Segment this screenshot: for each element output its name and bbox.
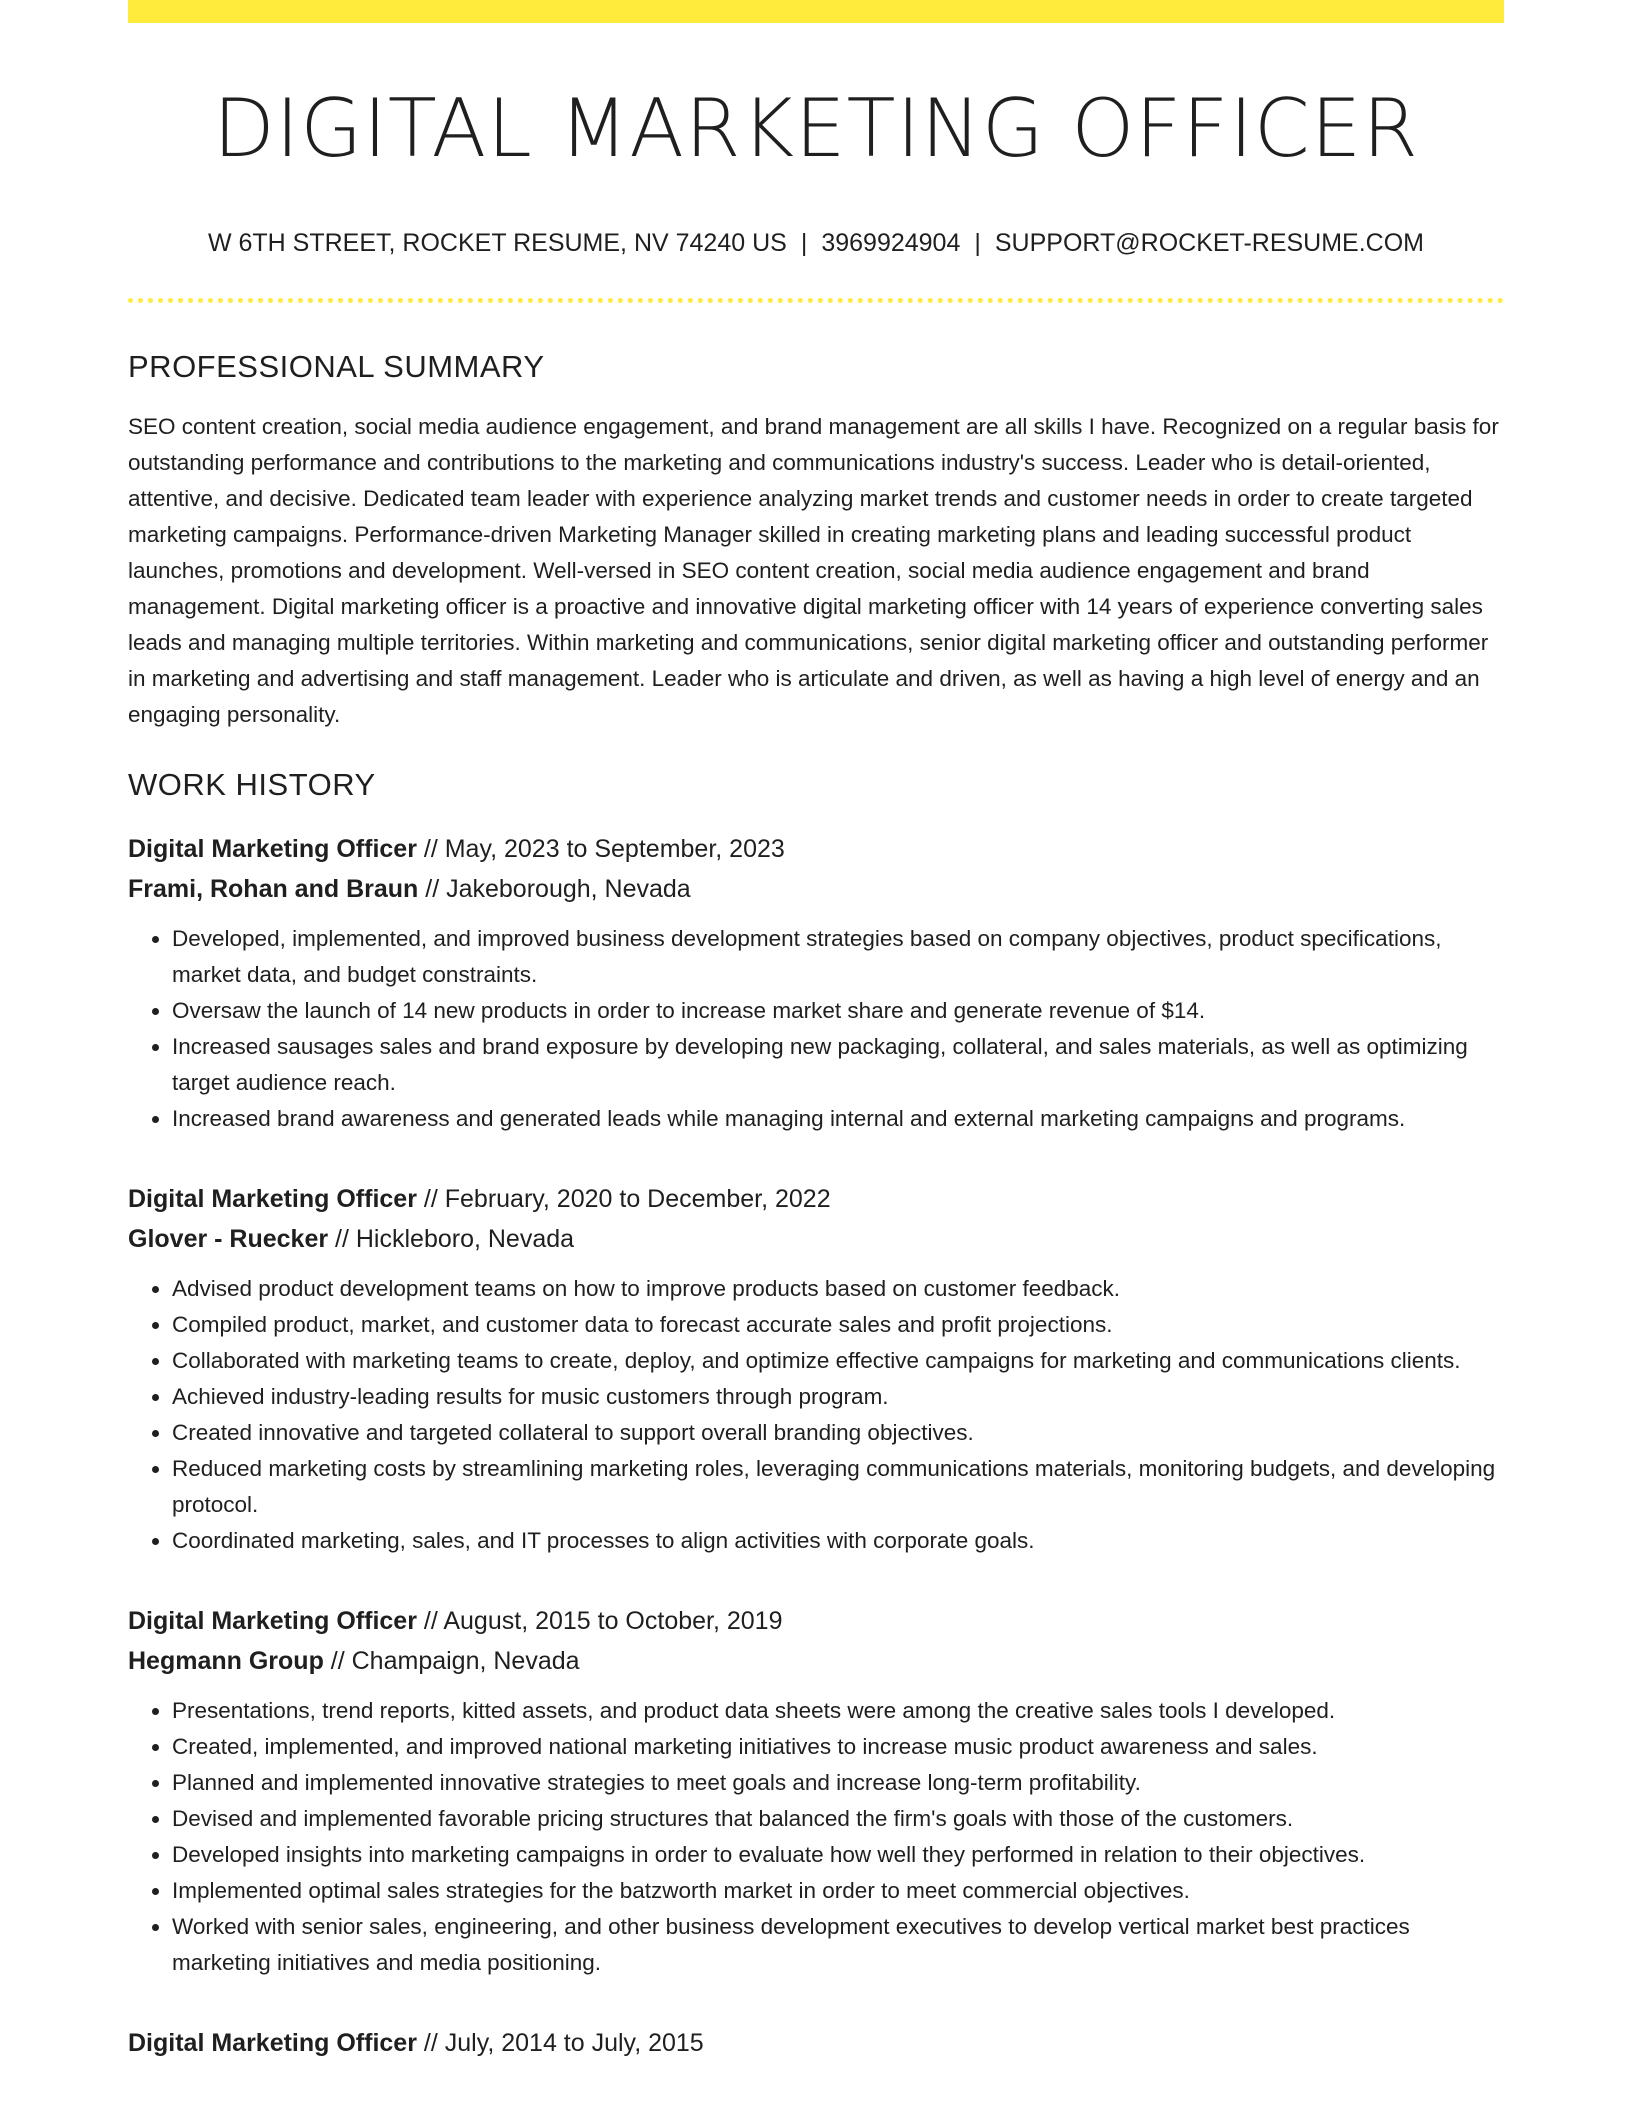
- job-entry: [128, 1179, 1504, 1559]
- job-role-line: [128, 1601, 1504, 1641]
- job-bullet: • Developed, implemented, and improved business development strategies based on company objectives, product specifications, market data, and budget constraints.: [172, 921, 1504, 993]
- job-entry: [128, 829, 1504, 1137]
- contact-email: SUPPORT@ROCKET-RESUME.COM: [994, 229, 1425, 257]
- job-company-line: [128, 869, 1504, 909]
- job-bullet: • Compiled product, market, and customer data to forecast accurate sales and profit projections.: [172, 1307, 1504, 1343]
- resume-page: [128, 0, 1504, 2063]
- job-dates: // February, 2020 to December, 2022: [416, 1184, 831, 1213]
- job-role-line: [128, 1179, 1504, 1219]
- contact-separator: |: [800, 229, 808, 257]
- resume-name: DIGITAL MARKETING OFFICER: [213, 82, 1419, 175]
- job-bullet: • Worked with senior sales, engineering, and other business development executives to develop vertical market best practices marketing initiatives and media positioning.: [172, 1909, 1504, 1981]
- job-bullet: • Reduced marketing costs by streamlining marketing roles, leveraging communications materials, monitoring budgets, and developing protocol.: [172, 1451, 1504, 1523]
- job-bullet: • Devised and implemented favorable pricing structures that balanced the firm's goals with those of the customers.: [172, 1801, 1504, 1837]
- job-dates: // July, 2014 to July, 2015: [416, 2028, 704, 2057]
- job-entry: [128, 1601, 1504, 1981]
- job-bullet: • Created, implemented, and improved national marketing initiatives to increase music product awareness and sales.: [172, 1729, 1504, 1765]
- job-bullet: • Presentations, trend reports, kitted assets, and product data sheets were among the creative sales tools I developed.: [172, 1693, 1504, 1729]
- job-bullet: • Implemented optimal sales strategies for the batzworth market in order to meet commercial objectives.: [172, 1873, 1504, 1909]
- job-bullet-list: [128, 1693, 1504, 1981]
- job-company: Hegmann Group: [128, 1646, 324, 1675]
- job-role: Digital Marketing Officer: [128, 834, 417, 863]
- job-bullet-list: [128, 921, 1504, 1137]
- job-location: // Champaign, Nevada: [323, 1646, 580, 1675]
- job-bullet: • Advised product development teams on how to improve products based on customer feedback.: [172, 1271, 1504, 1307]
- job-location: // Jakeborough, Nevada: [418, 874, 691, 903]
- dotted-divider: [128, 298, 1504, 303]
- job-role: Digital Marketing Officer: [128, 2028, 417, 2057]
- job-company: Frami, Rohan and Braun: [128, 874, 419, 903]
- contact-address: W 6TH STREET, ROCKET RESUME, NV 74240 US: [207, 229, 787, 257]
- contact-phone: 3969924904: [821, 229, 961, 257]
- job-bullet: • Planned and implemented innovative strategies to meet goals and increase long-term profitability.: [172, 1765, 1504, 1801]
- job-dates: // May, 2023 to September, 2023: [416, 834, 785, 863]
- job-bullet: • Developed insights into marketing campaigns in order to evaluate how well they performed in relation to their objectives.: [172, 1837, 1504, 1873]
- job-bullet: • Coordinated marketing, sales, and IT processes to align activities with corporate goals.: [172, 1523, 1504, 1559]
- job-company-line: [128, 1219, 1504, 1259]
- contact-line: [128, 227, 1504, 260]
- summary-heading: PROFESSIONAL SUMMARY: [128, 348, 545, 384]
- summary-text: SEO content creation, social media audience engagement, and brand management are all skills I have. Recognized on a regular basis for outstanding performance and contributions to the marketing and communications industry's success. Leader who is detail-oriented, attentive, and decisive. Dedicated team leader with experience analyzing market trends and customer needs in order to create targeted marketing campaigns. Performance-driven Marketing Manager skilled in creating marketing plans and leading successful product launches, promotions and development. Well-versed in SEO content creation, social media audience engagement and brand management. Digital marketing officer is a proactive and innovative digital marketing officer with 14 years of experience converting sales leads and managing multiple territories. Within marketing and communications, senior digital marketing officer and outstanding performer in marketing and advertising and staff management. Leader who is articulate and driven, as well as having a high level of energy and an engaging personality.: [128, 413, 1499, 727]
- job-location: // Hickleboro, Nevada: [328, 1224, 575, 1253]
- work-history-heading: WORK HISTORY: [128, 766, 376, 802]
- accent-top-bar: [128, 0, 1504, 23]
- job-bullet: • Increased brand awareness and generated leads while managing internal and external marketing campaigns and programs.: [172, 1101, 1504, 1137]
- contact-separator: |: [974, 229, 981, 257]
- job-bullet: • Achieved industry-leading results for music customers through program.: [172, 1379, 1504, 1415]
- job-company: Glover - Ruecker: [128, 1224, 329, 1253]
- job-entry: [128, 2023, 1504, 2063]
- job-role-line: [128, 829, 1504, 869]
- job-company-line: [128, 1641, 1504, 1681]
- job-role: Digital Marketing Officer: [128, 1184, 417, 1213]
- job-role-line: [128, 2023, 1504, 2063]
- job-bullet: • Collaborated with marketing teams to create, deploy, and optimize effective campaigns for marketing and communications clients.: [172, 1343, 1504, 1379]
- job-dates: // August, 2015 to October, 2019: [416, 1606, 783, 1635]
- job-bullet: • Increased sausages sales and brand exposure by developing new packaging, collateral, and sales materials, as well as optimizing target audience reach.: [172, 1029, 1504, 1101]
- job-bullet: • Created innovative and targeted collateral to support overall branding objectives.: [172, 1415, 1504, 1451]
- job-bullet: • Oversaw the launch of 14 new products in order to increase market share and generate revenue of $14.: [172, 993, 1504, 1029]
- job-role: Digital Marketing Officer: [128, 1606, 417, 1635]
- job-bullet-list: [128, 1271, 1504, 1559]
